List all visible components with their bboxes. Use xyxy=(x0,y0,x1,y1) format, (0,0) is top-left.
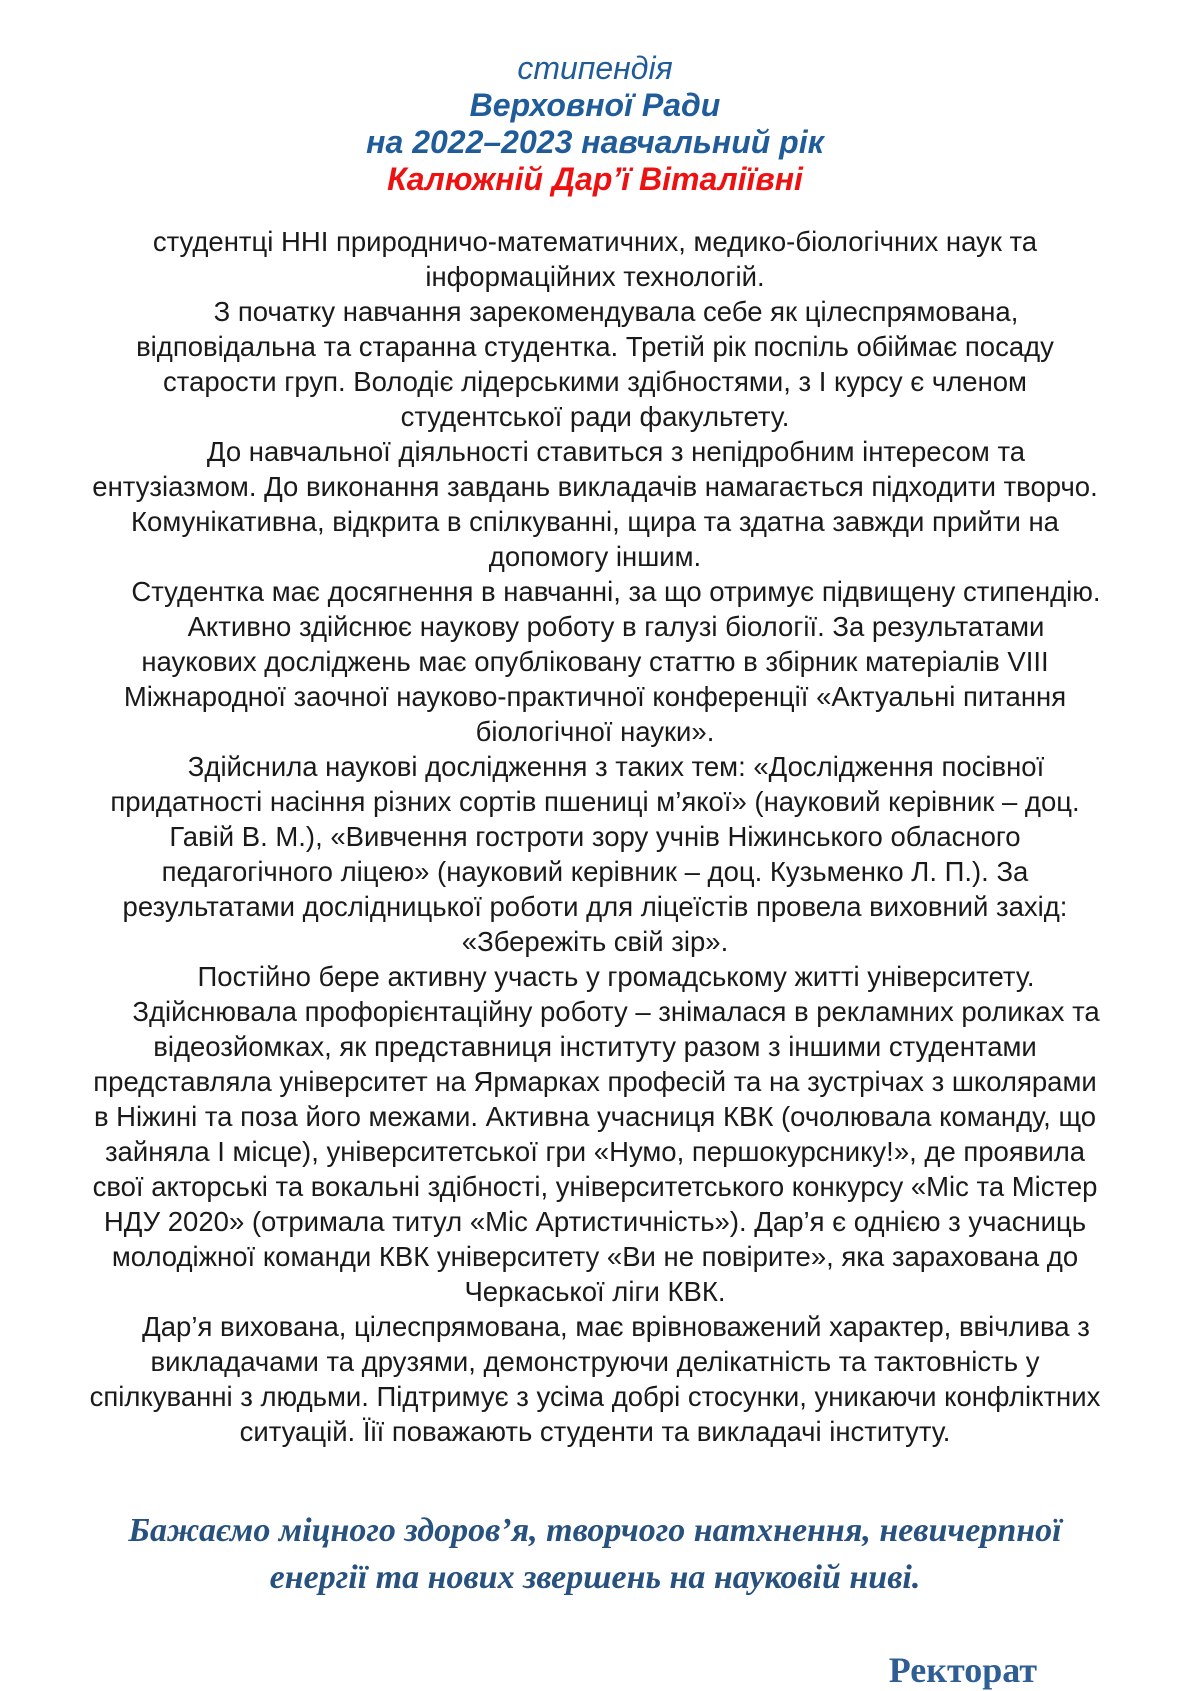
body-paragraph-studies-attitude: До навчальної діяльності ставиться з непідробним інтересом та ентузіазмом. До виконання завдань викладачів намагається підходити творчо. Комунікативна, відкрита в спілкуванні, щира та здатна завжди прийти на допомогу іншим. xyxy=(92,436,1098,572)
header-academic-year-line: на 2022–2023 навчальний рік xyxy=(366,124,824,160)
document-body xyxy=(85,224,1105,1449)
closing-section xyxy=(85,1507,1105,1691)
header-verkhovna-rada-line: Верховної Ради xyxy=(469,87,721,123)
body-paragraph-public-life: Постійно бере активну участь у громадському житті університету. xyxy=(197,961,1035,992)
body-paragraph-achievements: Студентка має досягнення в навчанні, за що отримує підвищену стипендію. xyxy=(131,576,1101,607)
signature-rectorate: Ректорат xyxy=(888,1650,1037,1690)
body-paragraph-research-topics: Здійснила наукові дослідження з таких тем: «Дослідження посівної придатності насіння різних сортів пшениці м’якої» (науковий керівник – доц. Гавій В. М.), «Вивчення гостроти зору учнів Ніжинського обласного педагогічного ліцею» (науковий керівник – доц. Кузьменко Л. П.). За результатами дослідницької роботи для ліцеїстів провела виховний захід: «Збережіть свій зір». xyxy=(110,751,1080,957)
document-header xyxy=(85,50,1105,198)
header-scholarship-line: стипендія xyxy=(517,50,673,86)
closing-wish: Бажаємо міцного здоров’я, творчого натхнення, невичерпної енергії та нових звершень на науковій ниві. xyxy=(128,1512,1062,1596)
body-paragraph-character: З початку навчання зарекомендувала себе як цілеспрямована, відповідальна та старанна студентка. Третій рік поспіль обіймає посаду старости груп. Володіє лідерськими здібностями, з І курсу є членом студентської ради факультету. xyxy=(136,296,1054,432)
body-paragraph-extracurricular: Здійснювала профорієнтаційну роботу – знімалася в рекламних роликах та відеозйомках, як представниця інституту разом з іншими студентами представляла університет на Ярмарках професій та на зустрічах з школярами в Ніжині та поза його межами. Активна учасниця КВК (очолювала команду, що зайняла І місце), університетської гри «Нумо, першокурснику!», де проявила свої акторські та вокальні здібності, університетського конкурсу «Міс та Містер НДУ 2020» (отримала титул «Міс Артистичність»). Дар’я є однією з учасниць молодіжної команди КВК університету «Ви не повірите», яка зарахована до Черкаської ліги КВК. xyxy=(92,996,1100,1307)
body-paragraph-student-intro: студентці ННІ природничо-математичних, медико-біологічних наук та інформаційних технологій. xyxy=(152,226,1038,292)
body-paragraph-science-work: Активно здійснює наукову роботу в галузі біології. За результатами наукових досліджень має опубліковану статтю в збірник матеріалів VIII Міжнародної заочної науково-практичної конференції «Актуальні питання біологічної науки». xyxy=(123,611,1067,747)
body-paragraph-personality: Дар’я вихована, цілеспрямована, має врівноважений характер, ввічлива з викладачами та друзями, демонструючи делікатність та тактовність у спілкуванні з людьми. Підтримує з усіма добрі стосунки, уникаючи конфліктних ситуацій. Їії поважають студенти та викладачі інституту. xyxy=(89,1311,1101,1447)
recipient-name: Калюжній Дар’ї Віталіївні xyxy=(387,161,803,197)
